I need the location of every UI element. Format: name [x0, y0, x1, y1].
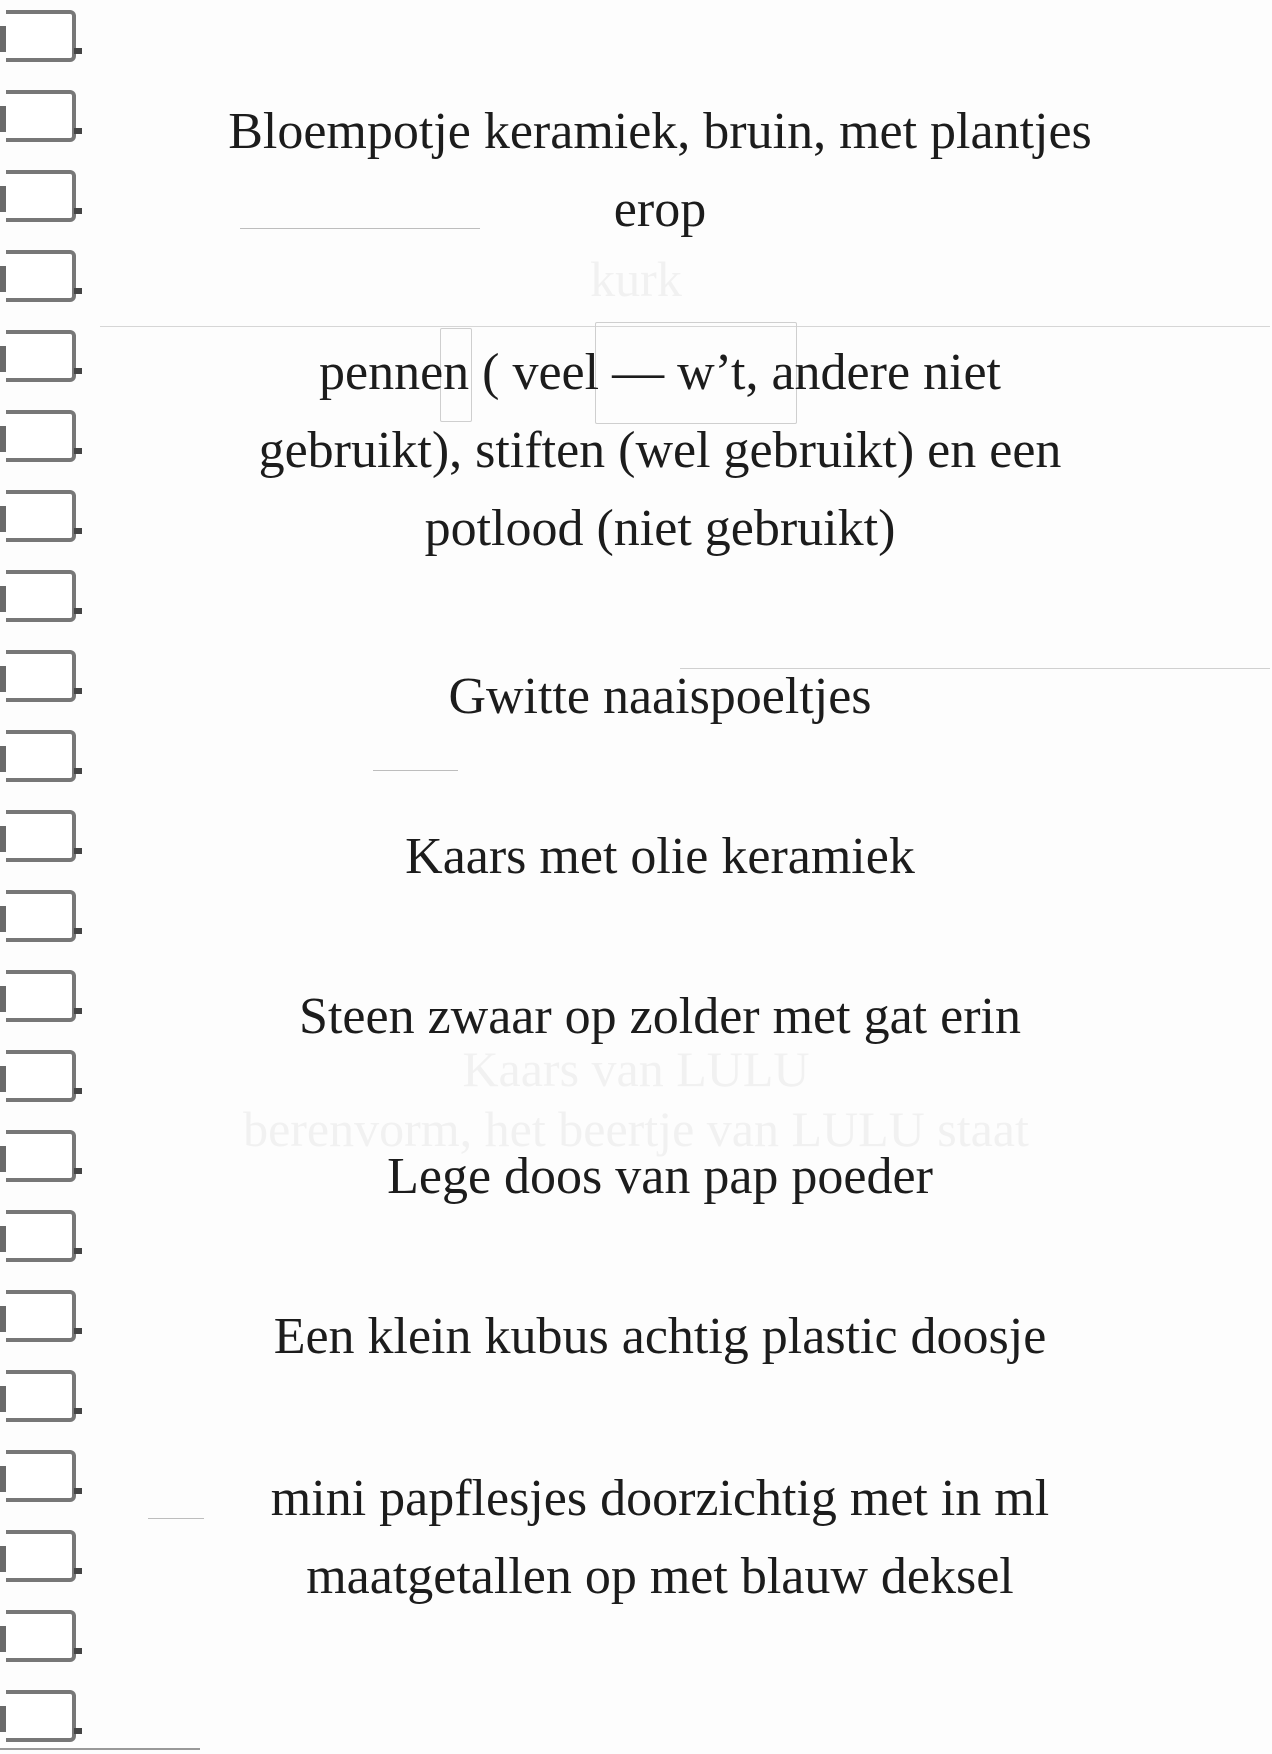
- paper-artifact: [373, 770, 458, 771]
- binding-ring: [0, 884, 88, 946]
- binding-ring: [0, 964, 88, 1026]
- item-sewing-bobbins: [140, 658, 1180, 736]
- binding-ring-tick: [74, 1488, 82, 1494]
- binding-ring-loop: [6, 810, 76, 862]
- item-line: Lege doos van pap poeder: [387, 1148, 933, 1205]
- binding-ring-tick: [74, 1248, 82, 1254]
- binding-ring: [0, 1364, 88, 1426]
- item-flowerpot: [140, 93, 1180, 249]
- binding-ring-loop: [6, 1450, 76, 1502]
- item-line: maatgetallen op met blauw deksel: [306, 1548, 1014, 1605]
- binding-ring-loop: [6, 1690, 76, 1742]
- binding-ring: [0, 1204, 88, 1266]
- binding-ring: [0, 724, 88, 786]
- binding-ring-loop: [6, 650, 76, 702]
- binding-ring-tick: [74, 688, 82, 694]
- binding-ring-loop: [6, 1370, 76, 1422]
- binding-ring-loop: [6, 410, 76, 462]
- item-line: Gwitte naaispoeltjes: [448, 668, 872, 725]
- binding-ring-tick: [74, 1008, 82, 1014]
- item-line: Steen zwaar op zolder met gat erin: [299, 988, 1021, 1045]
- binding-ring-tick: [74, 528, 82, 534]
- item-line: erop: [613, 181, 707, 238]
- binding-ring-tick: [74, 1408, 82, 1414]
- binding-ring-loop: [6, 1530, 76, 1582]
- binding-ring: [0, 484, 88, 546]
- binding-ring: [0, 1524, 88, 1586]
- binding-ring-loop: [6, 1610, 76, 1662]
- item-line: Kaars met olie keramiek: [405, 828, 915, 885]
- item-plastic-cube: [140, 1298, 1180, 1376]
- item-line: gebruikt), stiften (wel gebruikt) en een: [258, 422, 1062, 479]
- binding-ring: [0, 324, 88, 386]
- binding-ring: [0, 1604, 88, 1666]
- binding-ring: [0, 564, 88, 626]
- binding-ring-tick: [74, 448, 82, 454]
- item-stone: [140, 978, 1180, 1056]
- binding-ring-tick: [74, 928, 82, 934]
- binding-ring-loop: [6, 170, 76, 222]
- item-line: pennen ( veel — w’t, andere niet: [319, 344, 1001, 401]
- item-empty-box: [140, 1138, 1180, 1216]
- binding-ring: [0, 4, 88, 66]
- binding-ring-loop: [6, 1290, 76, 1342]
- show-through-text: kurk: [590, 251, 682, 307]
- item-line: Bloempotje keramiek, bruin, met plantjes: [228, 103, 1092, 160]
- show-through-text: berenvorm, het beertje van LULU staat: [243, 1101, 1029, 1157]
- item-pens: [140, 334, 1180, 568]
- show-through-text: Kaars van LULU: [462, 1041, 810, 1097]
- binding-ring-tick: [74, 368, 82, 374]
- binding-ring: [0, 1444, 88, 1506]
- item-mini-bottles: [140, 1460, 1180, 1616]
- item-line: Een klein kubus achtig plastic doosje: [273, 1308, 1047, 1365]
- binding-ring-loop: [6, 1210, 76, 1262]
- binding-ring-tick: [74, 848, 82, 854]
- binding-ring-loop: [6, 90, 76, 142]
- binding-ring-loop: [6, 10, 76, 62]
- binding-ring-tick: [74, 1168, 82, 1174]
- binding-ring-loop: [6, 490, 76, 542]
- binding-ring: [0, 1284, 88, 1346]
- binding-ring-loop: [6, 570, 76, 622]
- binding-ring-tick: [74, 48, 82, 54]
- item-line: potlood (niet gebruikt): [424, 500, 896, 557]
- binding-ring-tick: [74, 1328, 82, 1334]
- binding-ring-loop: [6, 890, 76, 942]
- binding-ring: [0, 804, 88, 866]
- binding-ring: [0, 1684, 88, 1746]
- binding-ring-tick: [74, 208, 82, 214]
- binding-ring-loop: [6, 330, 76, 382]
- binding-ring: [0, 404, 88, 466]
- item-line: mini papflesjes doorzichtig met in ml: [270, 1470, 1050, 1527]
- binding-ring: [0, 644, 88, 706]
- binding-ring-loop: [6, 730, 76, 782]
- item-candle: [140, 818, 1180, 896]
- binding-ring: [0, 164, 88, 226]
- binding-ring-tick: [74, 768, 82, 774]
- binding-ring-tick: [74, 608, 82, 614]
- paper-artifact: [0, 1748, 200, 1750]
- binding-ring-tick: [74, 1568, 82, 1574]
- binding-ring: [0, 84, 88, 146]
- binding-ring-tick: [74, 1728, 82, 1734]
- binding-ring-tick: [74, 1648, 82, 1654]
- binding-ring-loop: [6, 970, 76, 1022]
- binding-ring-tick: [74, 128, 82, 134]
